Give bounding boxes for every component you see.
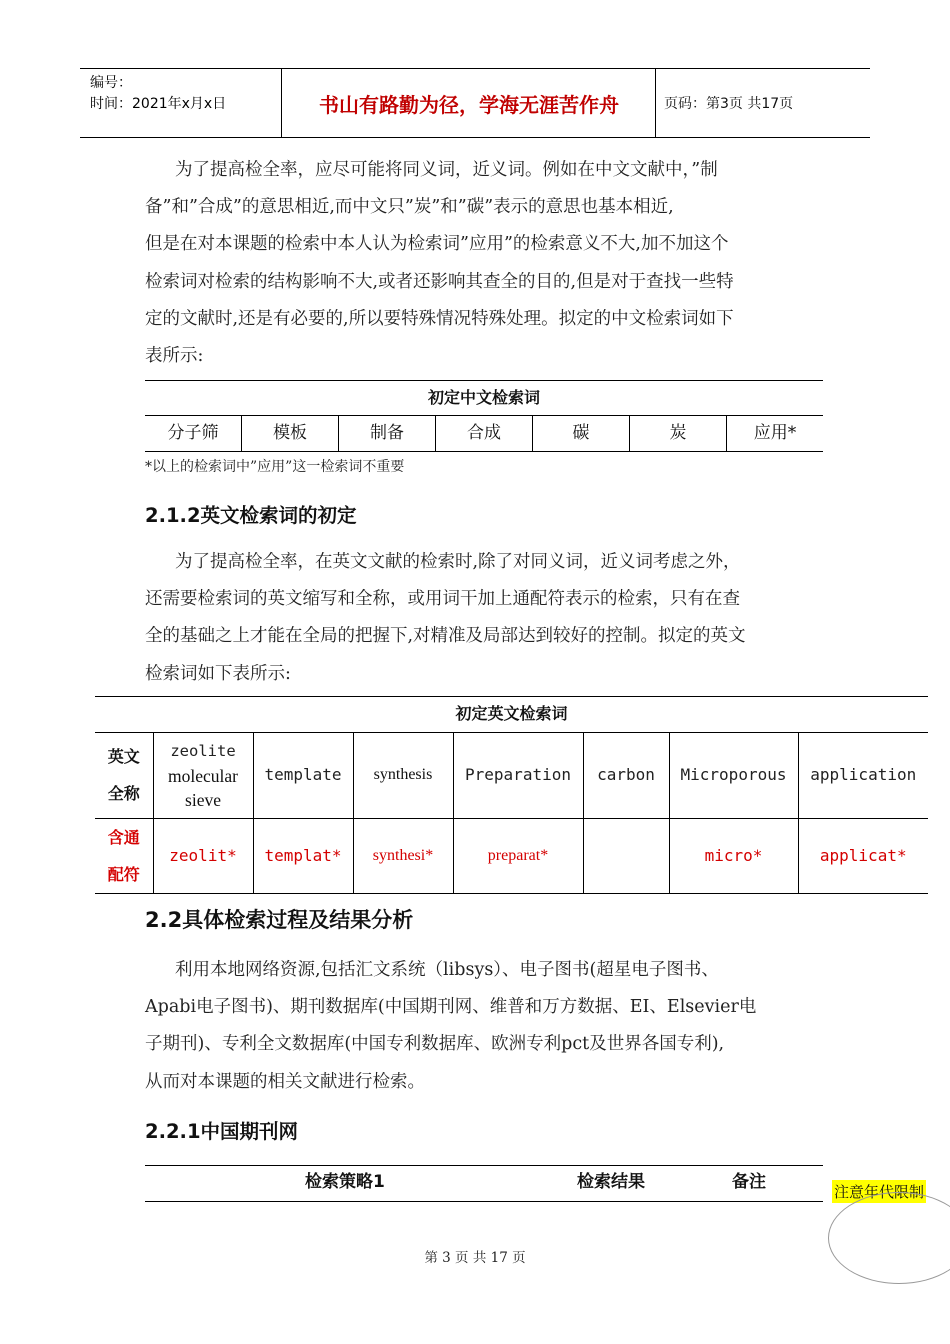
text-line: 但是在对本课题的检索中本人认为检索词”应用”的检索意义不大,加不加这个 (145, 234, 729, 255)
intro-paragraph (145, 152, 811, 375)
table-title: 初定中文检索词 (145, 380, 823, 416)
column-header: 检索策略1 (305, 1172, 385, 1192)
text-line: 为了提高检全率，应尽可能将同义词，近义词。例如在中文文献中，”制 (175, 160, 718, 180)
column-header: 检索结果 (577, 1172, 645, 1192)
text-line: 为了提高检全率，在英文文献的检索时,除了对同义词，近义词考虑之外， (175, 552, 741, 572)
header-meta (90, 73, 226, 115)
table-cell: 合成 (436, 416, 533, 451)
header-time: 时间：2021年x月x日 (90, 96, 227, 112)
text-line: 全的基础之上才能在全局的把握下,对精准及局部达到较好的控制。拟定的英文 (145, 626, 746, 647)
chinese-terms-table (145, 380, 823, 452)
table-cell: micro* (669, 818, 798, 893)
column-header: 备注 (732, 1172, 766, 1192)
section-paragraph (145, 952, 811, 1101)
row-header (95, 732, 153, 818)
table-cell: Preparation (453, 732, 583, 818)
row-header-line: 含通 (107, 827, 140, 847)
strategy-table-header (145, 1165, 823, 1202)
text-line: 检索词如下表所示: (145, 663, 291, 684)
cell-line: molecular (168, 765, 238, 786)
section-paragraph (145, 544, 811, 693)
section-heading: 2.1.2英文检索词的初定 (145, 504, 357, 527)
table-cell: template (253, 732, 353, 818)
text-line: Apabi电子图书)、期刊数据库(中国期刊网、维普和万方数据、EI、Elsevier电 (145, 997, 757, 1018)
table-cell (153, 732, 253, 818)
table-cell: 碳 (533, 416, 630, 451)
table-cell: zeolit* (153, 818, 253, 893)
cell-line: sieve (185, 789, 221, 810)
table-cell (583, 818, 669, 893)
table-cell: application (798, 732, 928, 818)
table-row (145, 416, 823, 452)
page-header (80, 68, 870, 138)
row-header-line: 英文 (107, 746, 140, 766)
table-cell: 制备 (339, 416, 436, 451)
text-line: 表所示: (145, 346, 204, 367)
text-line: 从而对本课题的相关文献进行检索。 (145, 1071, 425, 1092)
section-heading: 2.2具体检索过程及结果分析 (145, 908, 414, 932)
table-cell: preparat* (453, 818, 583, 893)
table-title: 初定英文检索词 (95, 696, 928, 733)
table-row (95, 732, 928, 818)
row-header-line: 全称 (107, 783, 140, 803)
text-line: 备”和”合成”的意思相近,而中文只”炭”和”碳”表示的意思也基本相近, (145, 197, 674, 218)
table-cell: applicat* (798, 818, 928, 893)
text-line: 定的文献时,还是有必要的,所以要特殊情况特殊处理。拟定的中文检索词如下 (145, 308, 734, 329)
table-cell: 分子筛 (145, 416, 242, 451)
text-line: 利用本地网络资源,包括汇文系统（libsys）、电子图书(超星电子图书、 (175, 960, 719, 980)
text-line: 子期刊)、专利全文数据库(中国专利数据库、欧洲专利pct及世界各国专利), (145, 1034, 725, 1055)
row-header-line: 配符 (107, 864, 140, 884)
table-cell: 模板 (242, 416, 339, 451)
table-cell: synthesis (353, 732, 453, 818)
table-cell: carbon (583, 732, 669, 818)
header-motto: 书山有路勤为径，学海无涯苦作舟 (319, 92, 619, 117)
english-terms-table (95, 732, 928, 894)
table-footnote: *以上的检索词中”应用”这一检索词不重要 (145, 459, 405, 475)
page-footer: 第 3 页 共 17 页 (424, 1250, 526, 1266)
table-cell: 炭 (630, 416, 727, 451)
table-row (95, 818, 928, 893)
header-number: 编号： (90, 75, 132, 91)
text-line: 还需要检索词的英文缩写和全称，或用词干加上通配符表示的检索，只有在查 (145, 589, 740, 610)
table-cell: 应用* (753, 423, 797, 443)
header-page-info: 页码：第3页 共17页 (664, 96, 794, 112)
table-cell: Microporous (669, 732, 798, 818)
table-cell: synthesi* (353, 818, 453, 893)
annotation-bubble (828, 1192, 950, 1284)
section-heading: 2.2.1中国期刊网 (145, 1120, 299, 1143)
margin-annotation: 注意年代限制 (832, 1180, 926, 1203)
row-header (95, 818, 153, 893)
cell-line: zeolite (170, 741, 236, 760)
table-cell: templat* (253, 818, 353, 893)
text-line: 检索词对检索的结构影响不大,或者还影响其查全的目的,但是对于查找一些特 (145, 271, 734, 292)
